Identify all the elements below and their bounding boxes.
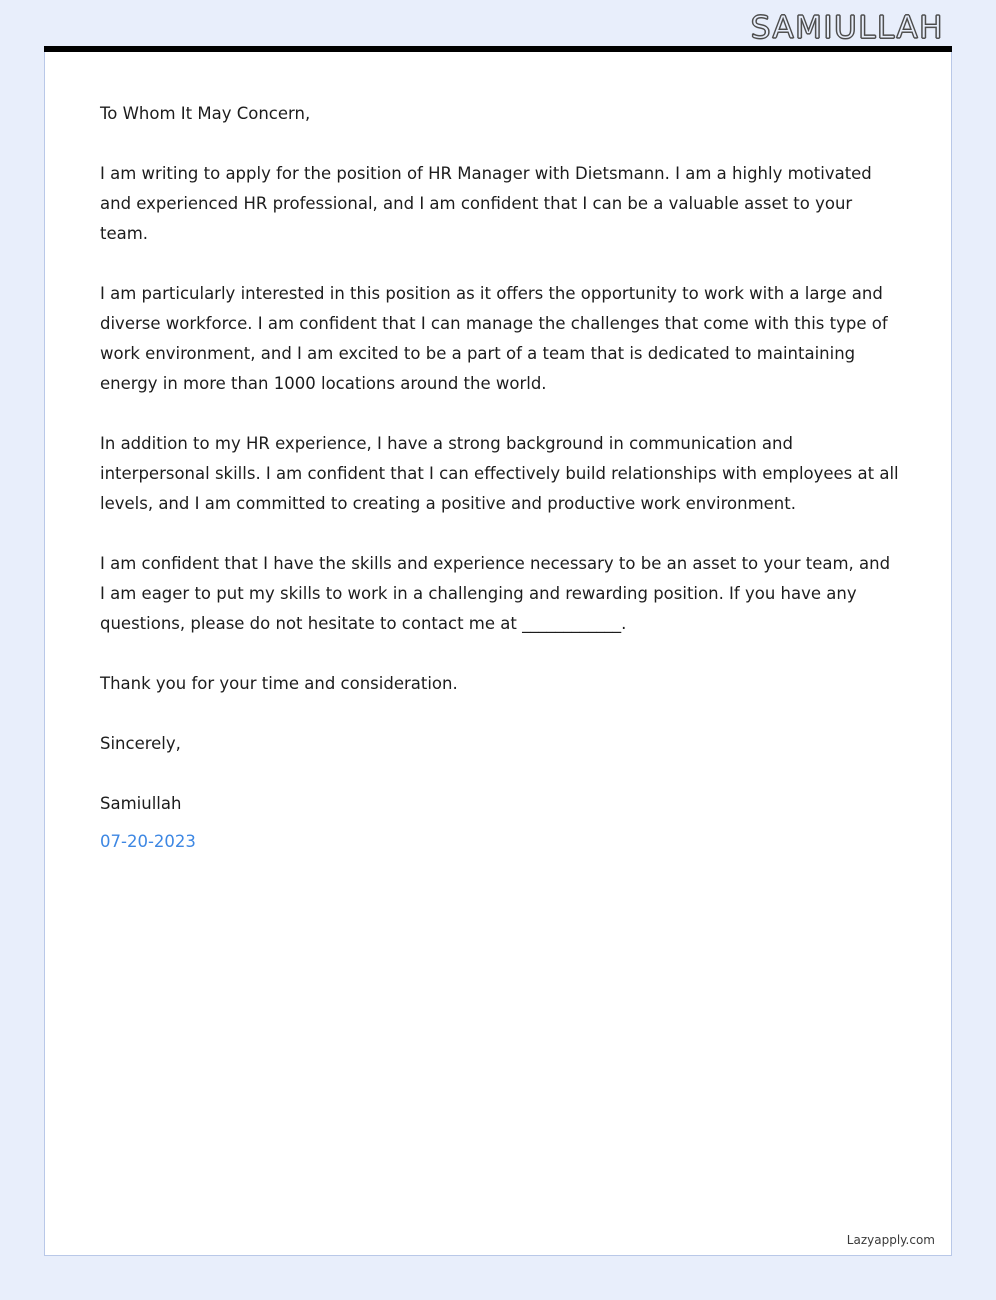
letter-paragraph-1: I am writing to apply for the position of HR Manager with Dietsmann. I am a highly motivated and experienced HR professional, and I am confident that I can be a valuable asset to your team.	[100, 164, 872, 243]
letter-paragraph-4: I am confident that I have the skills and experience necessary to be an asset to your team, and I am eager to put my skills to work in a challenging and rewarding position. If you have any questions, please do not hesitate to contact me at ____________.	[100, 554, 891, 633]
page-title: SAMIULLAH	[750, 10, 944, 46]
letter-paragraph-2: I am particularly interested in this position as it offers the opportunity to work with a large and diverse workforce. I am confident that I can manage the challenges that come with this type of work environment, and I am excited to be a part of a team that is dedicated to maintaining energy in more than 1000 locations around the world.	[100, 284, 888, 393]
letter-body	[100, 99, 900, 857]
letter-closing: Sincerely,	[100, 734, 181, 753]
letter-salutation: To Whom It May Concern,	[100, 104, 311, 123]
footer-brand: Lazyapply.com	[846, 1233, 935, 1247]
letter-paragraph-3: In addition to my HR experience, I have a strong background in communication and interpersonal skills. I am confident that I can effectively build relationships with employees at all levels, and I am committed to creating a positive and productive work environment.	[100, 434, 899, 513]
letter-sheet	[44, 52, 952, 1256]
letterhead-header	[0, 0, 996, 46]
letter-paragraph-5: Thank you for your time and consideration.	[100, 674, 458, 693]
letter-date: 07-20-2023	[100, 832, 196, 851]
letter-signature-name: Samiullah	[100, 794, 182, 813]
